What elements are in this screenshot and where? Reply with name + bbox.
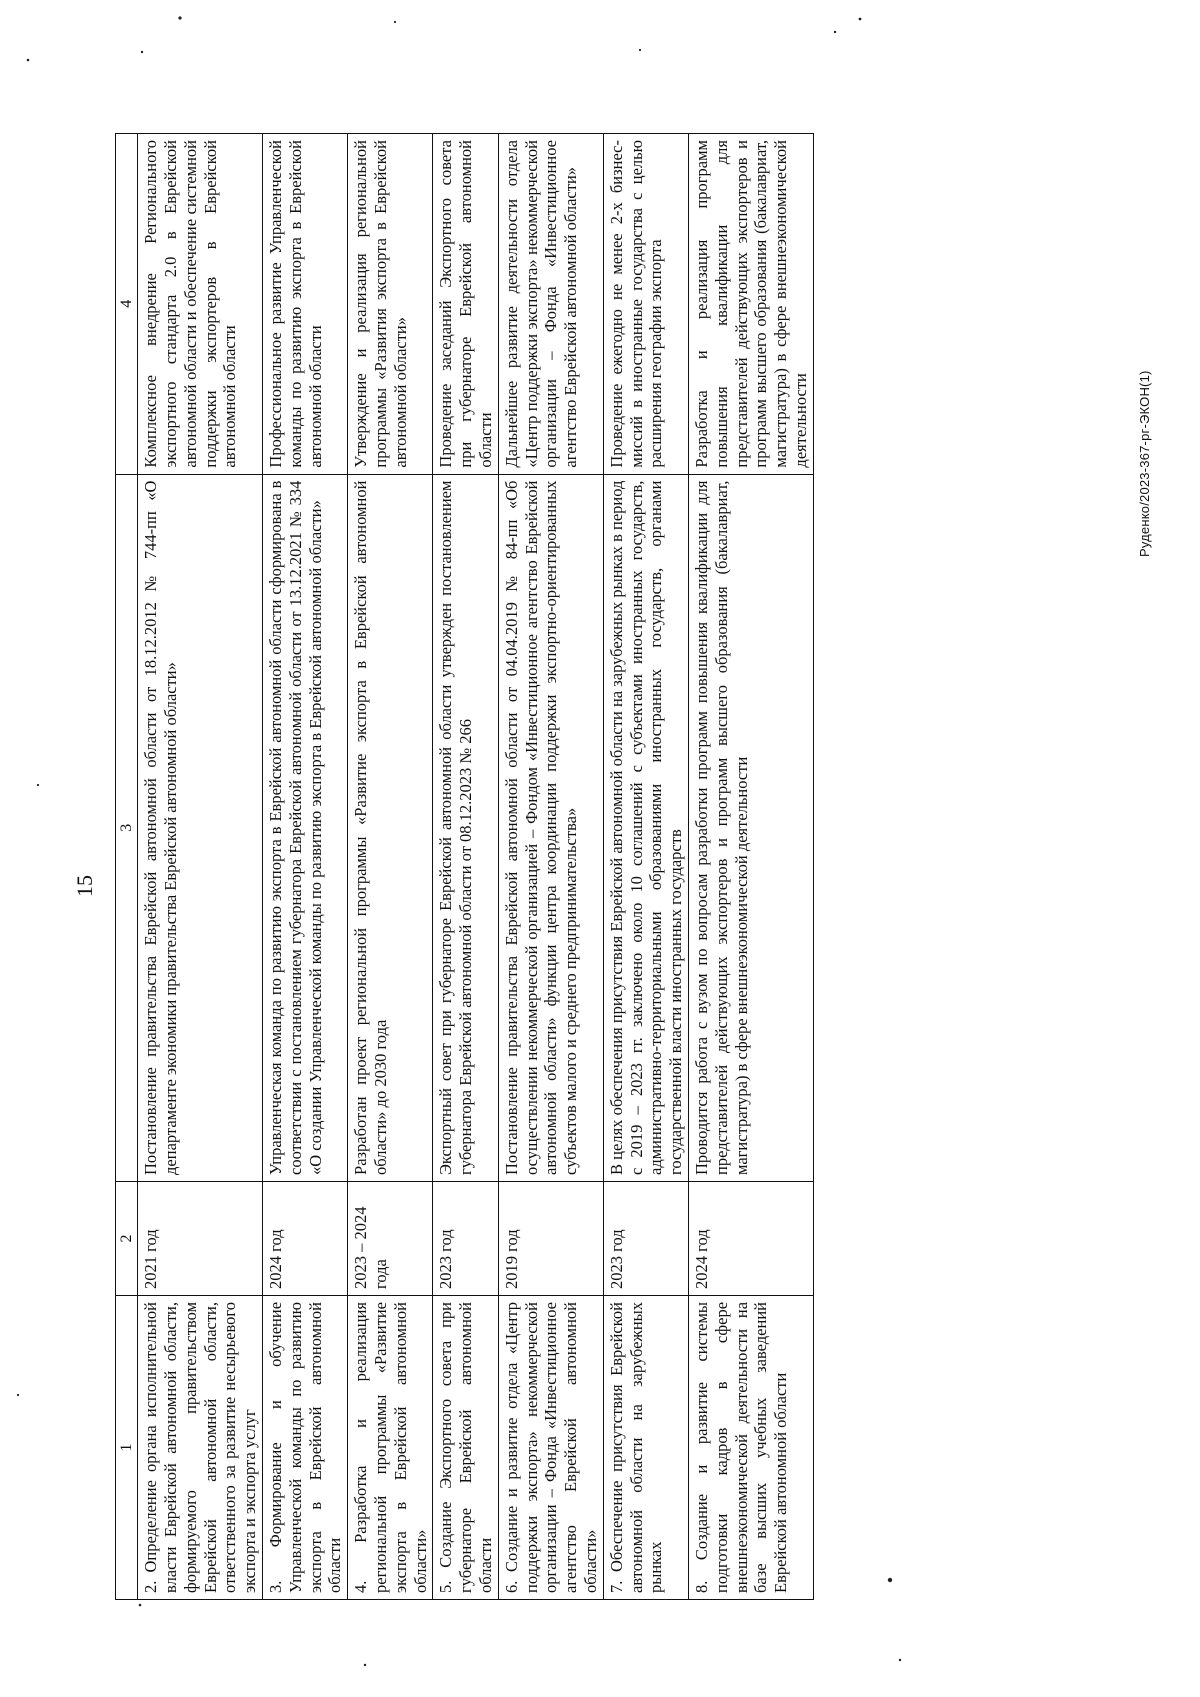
result-cell: Профессиональное развитие Управленческой команды по развитию экспорта в Еврейской автономной области bbox=[262, 134, 347, 475]
basis-cell: В целях обеспечения присутствия Еврейской автономной области на зарубежных рынках в период с 2019 – 2023 гг. заключено около 10 соглашений с субъектами иностранных государств, административно-территориальными образованиями иностранных государств, органами государственной власти иностранных государств bbox=[603, 474, 688, 1181]
page-number: 15 bbox=[72, 875, 97, 897]
basis-cell: Экспортный совет при губернаторе Еврейской автономной области утвержден постановлением губернатора Еврейской автономной области от 08.12.2023 № 266 bbox=[433, 474, 498, 1181]
period-cell: 2024 год bbox=[262, 1181, 347, 1295]
table-row bbox=[688, 134, 813, 1600]
basis-cell: Разработан проект региональной программы «Развитие экспорта в Еврейской автономной области» до 2030 года bbox=[348, 474, 433, 1181]
period-cell: 2019 год bbox=[498, 1181, 603, 1295]
basis-cell: Управленческая команда по развитию экспорта в Еврейской автономной области сформирована в соответствии с постановлением губернатора Еврейской автономной области от 13.12.2021 № 334 «О создании Управленческой команды по развитию экспорта в Еврейской автономной области» bbox=[262, 474, 347, 1181]
measure-cell: 4. Разработка и реализация региональной программы «Развитие экспорта в Еврейской автономной области» bbox=[348, 1295, 433, 1599]
document-code: Руденко/2023-367-рг-ЭКОН(1) bbox=[1137, 370, 1152, 557]
column-header-2: 2 bbox=[116, 1181, 138, 1295]
table-header-row bbox=[116, 134, 138, 1600]
period-cell: 2024 год bbox=[688, 1181, 813, 1295]
measure-cell: 3. Формирование и обучение Управленческой команды по развитию экспорта в Еврейской автономной области bbox=[262, 1295, 347, 1599]
basis-cell: Проводится работа с вузом по вопросам разработки программ повышения квалификации для представителей действующих экспортеров и программ высшего образования (бакалавриат, магистратура) в сфере внешнеэкономической деятельности bbox=[688, 474, 813, 1181]
period-cell: 2023 год bbox=[603, 1181, 688, 1295]
measure-cell: 7. Обеспечение присутствия Еврейской автономной области на зарубежных рынках bbox=[603, 1295, 688, 1599]
result-cell: Проведение ежегодно не менее 2-х бизнес-миссий в иностранные государства с целью расширения географии экспорта bbox=[603, 134, 688, 475]
table-row bbox=[433, 134, 498, 1600]
table-row bbox=[138, 134, 263, 1600]
result-cell: Утверждение и реализация региональной программы «Развития экспорта в Еврейской автономной области» bbox=[348, 134, 433, 475]
table-row bbox=[603, 134, 688, 1600]
result-cell: Проведение заседаний Экспортного совета при губернаторе Еврейской автономной области bbox=[433, 134, 498, 475]
period-cell: 2023 год bbox=[433, 1181, 498, 1295]
basis-cell: Постановление правительства Еврейской автономной области от 18.12.2012 № 744-пп «О департаменте экономики правительства Еврейской автономной области» bbox=[138, 474, 263, 1181]
column-header-4: 4 bbox=[116, 134, 138, 475]
period-cell: 2023 – 2024 года bbox=[348, 1181, 433, 1295]
measure-cell: 8. Создание и развитие системы подготовки кадров в сфере внешнеэкономической деятельности на базе высших учебных заведений Еврейской автономной области bbox=[688, 1295, 813, 1599]
result-cell: Разработка и реализация программ повышения квалификации для представителей действующих экспортеров и программ высшего образования (бакалавриат, магистратура) в сфере внешнеэкономической деятельности bbox=[688, 134, 813, 475]
period-cell: 2021 год bbox=[138, 1181, 263, 1295]
measure-cell: 6. Создание и развитие отдела «Центр поддержки экспорта» некоммерческой организации – Фонда «Инвестиционное агентство Еврейской автономной области» bbox=[498, 1295, 603, 1599]
result-cell: Комплексное внедрение Регионального экспортного стандарта 2.0 в Еврейской автономной области и обеспечение системной поддержки экспортеров в Еврейской автономной области bbox=[138, 134, 263, 475]
measure-cell: 5. Создание Экспортного совета при губернаторе Еврейской автономной области bbox=[433, 1295, 498, 1599]
table-row bbox=[348, 134, 433, 1600]
table-row bbox=[262, 134, 347, 1600]
table-row bbox=[498, 134, 603, 1600]
column-header-3: 3 bbox=[116, 474, 138, 1181]
measure-cell: 2. Определение органа исполнительной власти Еврейской автономной области, формируемого правительством Еврейской автономной области, ответственного за развитие несырьевого экспорта и экспорта услуг bbox=[138, 1295, 263, 1599]
export-plan-table bbox=[115, 133, 814, 1600]
column-header-1: 1 bbox=[116, 1295, 138, 1599]
result-cell: Дальнейшее развитие деятельности отдела «Центр поддержки экспорта» некоммерческой организации – Фонда «Инвестиционное агентство Еврейской автономной области» bbox=[498, 134, 603, 475]
basis-cell: Постановление правительства Еврейской автономной области от 04.04.2019 № 84-пп «Об осуществлении некоммерческой организацией – Фондом «Инвестиционное агентство Еврейской автономной области» функции центра координации поддержки экспортно-ориентированных субъектов малого и среднего предпринимательства» bbox=[498, 474, 603, 1181]
